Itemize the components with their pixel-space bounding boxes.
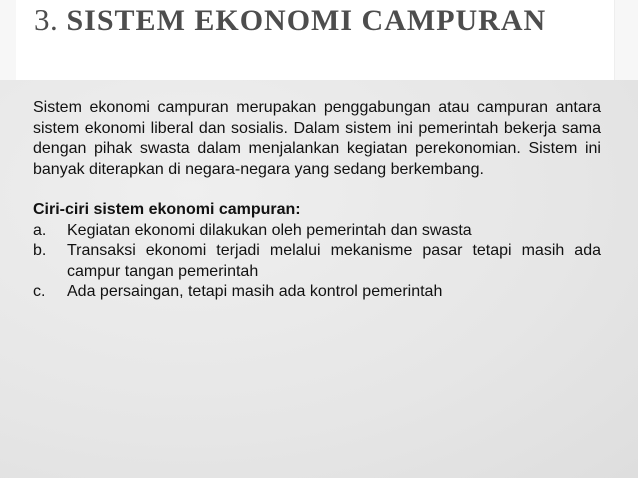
list-item-text: Kegiatan ekonomi dilakukan oleh pemerintah dan swasta xyxy=(67,221,472,239)
intro-paragraph-tail: Sistem ini banyak diterapkan di negara-negara yang sedang berkembang. xyxy=(33,140,601,178)
list-marker: c. xyxy=(33,283,46,300)
intro-paragraph-text: Sistem ekonomi campuran merupakan penggabungan atau campuran antara sistem ekonomi liberal dan sosialis. Dalam sistem ini pemerintah bekerja sama dengan pihak swasta dalam menjalankan kegiatan perekonomian. xyxy=(33,99,601,157)
slide-number: 3. xyxy=(34,2,59,37)
slide-title-text: SISTEM EKONOMI CAMPURAN xyxy=(66,4,547,37)
characteristics-list xyxy=(33,221,601,303)
list-item-text: Transaksi ekonomi terjadi melalui mekanisme pasar tetapi masih ada campur tangan pemerintah xyxy=(67,242,601,280)
slide-content xyxy=(33,98,601,303)
list-item xyxy=(33,282,601,303)
intro-paragraph xyxy=(33,98,601,180)
list-item xyxy=(33,221,601,242)
list-marker: b. xyxy=(33,242,47,259)
list-marker: a. xyxy=(33,221,47,239)
list-item-text: Ada persaingan, tetapi masih ada kontrol pemerintah xyxy=(67,283,443,300)
slide-title xyxy=(34,2,546,38)
list-item xyxy=(33,241,601,282)
characteristics-heading: Ciri-ciri sistem ekonomi campuran: xyxy=(33,201,301,218)
